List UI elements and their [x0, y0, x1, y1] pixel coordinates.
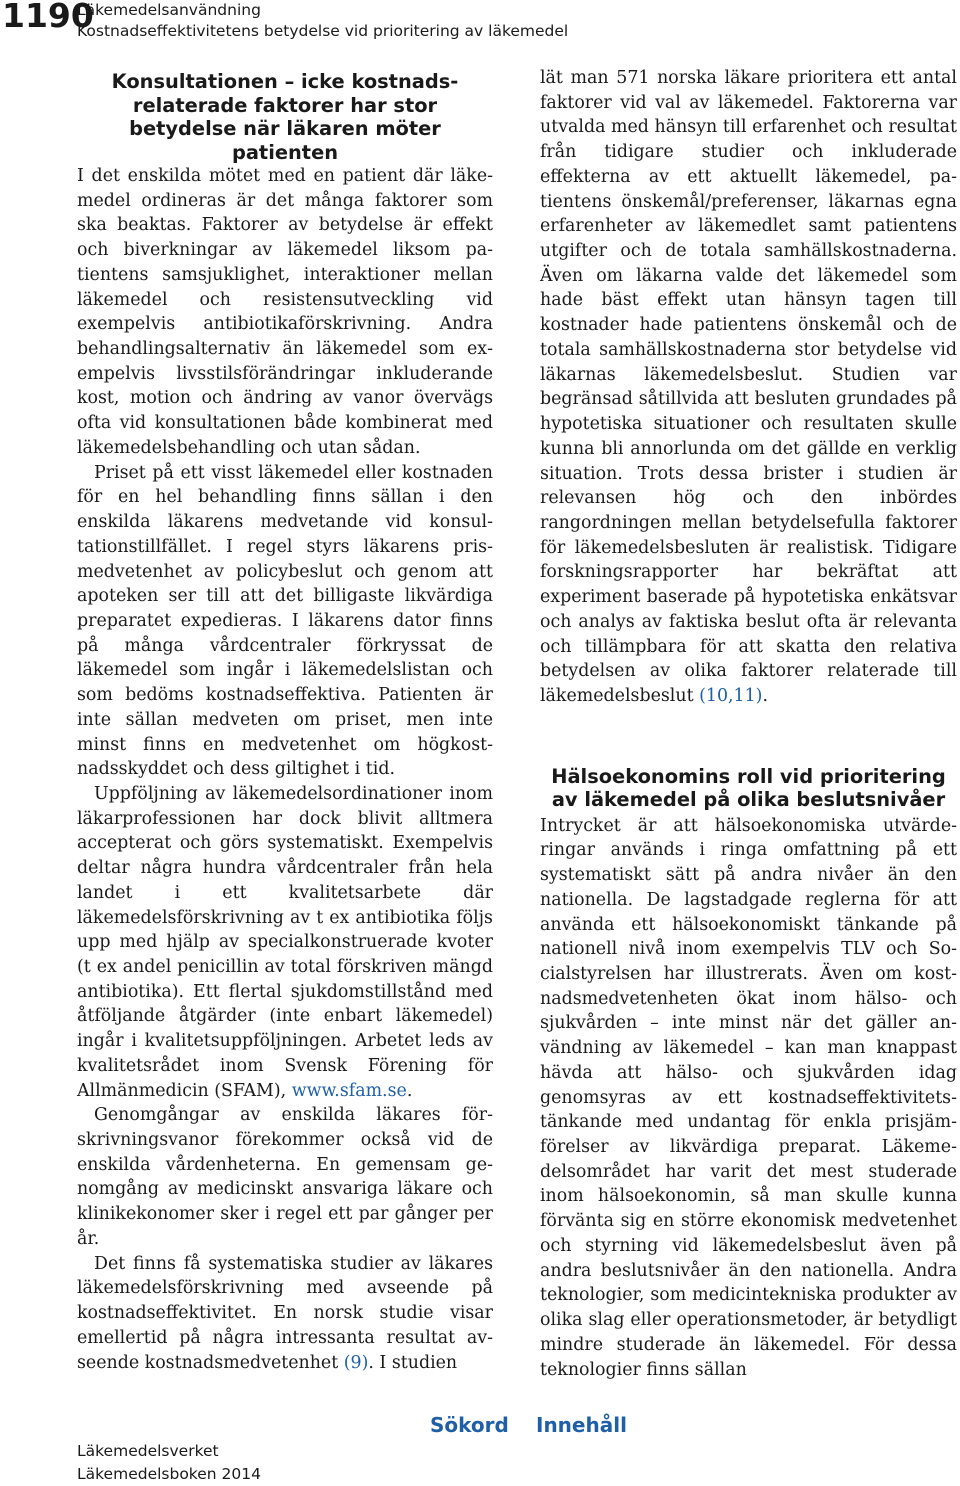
paragraph-text: . I studien [368, 1352, 458, 1373]
paragraph-text: Genomgångar av enskilda läkares förskrivningsvanor förekommer också vid de enskilda vårdenheterna. En gemensam genomgång av medicinskt ansvariga läkare och klinikekonomer sker i regel ett par gånger per år. [77, 1105, 493, 1249]
paragraph [77, 1103, 493, 1251]
table-of-contents-link[interactable]: Innehåll [536, 1413, 627, 1437]
search-index-link[interactable]: Sökord [430, 1413, 509, 1437]
paragraph-text: Priset på ett visst läkemedel eller kostnaden för en hel behandling finns sällan i den enskilda läkarens medvetande vid konsultationstillfället. I regel styrs läkarens prismedvetenhet av policybeslut och genom att apoteken ser till att det billigaste likvärdiga preparatet expedieras. I läkarens dator finns på många vårdcentraler förkryssat de läkemedel som ingår i läkemedelslistan och som bedöms kostnadseffektiva. Patienten är inte sällan medveten om priset, men inte minst finns en medvetenhet om högkostnadsskyddet och dess giltighet i tid. [77, 462, 493, 780]
reference-link-9[interactable]: (9) [343, 1352, 369, 1373]
section-title: Kostnadseffektivitetens betydelse vid prioritering av läkemedel [77, 22, 569, 40]
running-head [77, 0, 568, 42]
left-column [77, 62, 493, 1375]
right-column [540, 66, 957, 1382]
publisher-name: Läkemedelsverket [77, 1442, 219, 1460]
book-title: Läkemedelsboken 2014 [77, 1465, 261, 1483]
section-heading-consultation: Konsultationen – icke kostnadsrelaterade faktorer har stor betydelse när läkaren möter patienten [111, 70, 459, 164]
paragraph [540, 66, 957, 709]
paragraph [77, 461, 493, 782]
chapter-title: Läkemedelsanvändning [77, 1, 261, 19]
paragraph [77, 164, 493, 461]
page-number: 1190 [2, 0, 94, 35]
paragraph [77, 782, 493, 1103]
paragraph-text: . [762, 685, 768, 706]
paragraph-text: . [406, 1080, 413, 1101]
paragraph-text: I det enskilda mötet med en patient där läkemedel ordineras är det många faktorer som ska beaktas. Faktorer av betydelse är effekt och biverkningar av läkemedel liksom patientens samsjuklighet, interaktioner mellan läkemedel och resistensutveckling vid exempelvis antibiotikaförskrivning. Andra behandlingsalternativ än läkemedel som exempelvis livsstilsförändringar inkluderande kost, motion och ändring av vanor övervägs ofta vid konsultationen både kombinerat med läkemedelsbehandling och utan sådan. [77, 166, 493, 458]
paragraph-text: Uppföljning av läkemedelsordinationer inom läkarprofessionen har dock blivit alltmera accepterat och görs systematiskt. Exempelvis deltar några hundra vårdcentraler från hela landet i ett kvalitetsarbete där läkemedelsförskrivning av t ex antibiotika följs upp med hjälp av specialkonstruerade kvoter (t ex andel penicillin av total förskriven mängd antibiotika). Ett flertal sjukdomstillstånd med åtföljande åtgärder (inte enbart läkemedel) ingår i kvalitetsuppföljningen. Arbetet leds av kvalitetsrådet inom Svensk Förening för Allmänmedicin (SFAM), [77, 783, 493, 1101]
paragraph-text: Det finns få systematiska studier av läkares läkemedelsförskrivning med avseende på kostnadseffektivitet. En norsk studie visar emellertid på några intressanta resultat avseende kostnadsmedvetenhet [77, 1253, 493, 1373]
reference-link-10-11[interactable]: (10,11) [699, 685, 763, 706]
paragraph-text: Intrycket är att hälsoekonomiska utvärderingar används i ringa omfattning på ett systematiskt sätt på andra nivåer än den nationella. De lagstadgade reglerna för att använda ett hälsoekonomiskt tänkande på nationell nivå inom exempelvis TLV och Socialstyrelsen har illustrerats. Även om kostnadsmedvetenheten ökat inom hälso- och sjukvården – inte minst när det gäller användning av läkemedel – kan man knappast hävda att hälso- och sjukvården idag genomsyras av ett kostnadseffektivitetstänkande med undantag för enkla prisjämförelser av likvärdiga preparat. Läkemedelsområdet har varit det mest studerade inom hälsoekonomin, så man skulle kunna förvänta sig en större ekonomisk medvetenhet och styrning vid läkemedelsbeslut även på andra beslutsnivåer än den nationella. Andra teknologier, som medicintekniska produkter av olika slag eller operationsmetoder, är betydligt mindre studerade än läkemedel. För dessa teknologier finns sällan [540, 815, 957, 1380]
section-heading-health-economics: Hälsoekonomins roll vid prioritering av läkemedel på olika beslutsnivåer [551, 764, 946, 812]
sfam-link[interactable]: www.sfam.se [291, 1080, 407, 1101]
footer [77, 1440, 261, 1486]
paragraph [77, 1252, 493, 1376]
paragraph-text: lät man 571 norska läkare prioritera ett antal faktorer vid val av läkemedel. Faktorerna var utvalda med hänsyn till erfarenhet och resultat från tidigare studier och inkluderade effekterna av ett aktuellt läkemedel, patientens önskemål/preferenser, läkarnas egna erfarenheter av läkemedlet samt patientens utgifter och de totala samhällskostnaderna. Även om läkarna valde det läkemedel som hade bäst effekt utan hänsyn tagen till kostnader hade patientens önskemål och de totala samhällskostnaderna stor betydelse vid läkarnas läkemedelsbeslut. Studien var begränsad såtillvida att besluten grundades på hypotetiska situationer och resultaten skulle kunna bli annorlunda om det gällde en verklig situation. Trots dessa brister i studien är relevansen hög och den inbördes rangordningen mellan betydelsefulla faktorer för läkemedelsbesluten är realistisk. Tidigare forskningsrapporter har bekräftat att experiment baserade på hypotetiska enkätsvar och analys av faktiska beslut ofta är relevanta och tillämpbara för att skatta den relativa betydelsen av olika faktorer relaterade till läkemedelsbeslut [540, 68, 957, 706]
paragraph [540, 814, 957, 1383]
